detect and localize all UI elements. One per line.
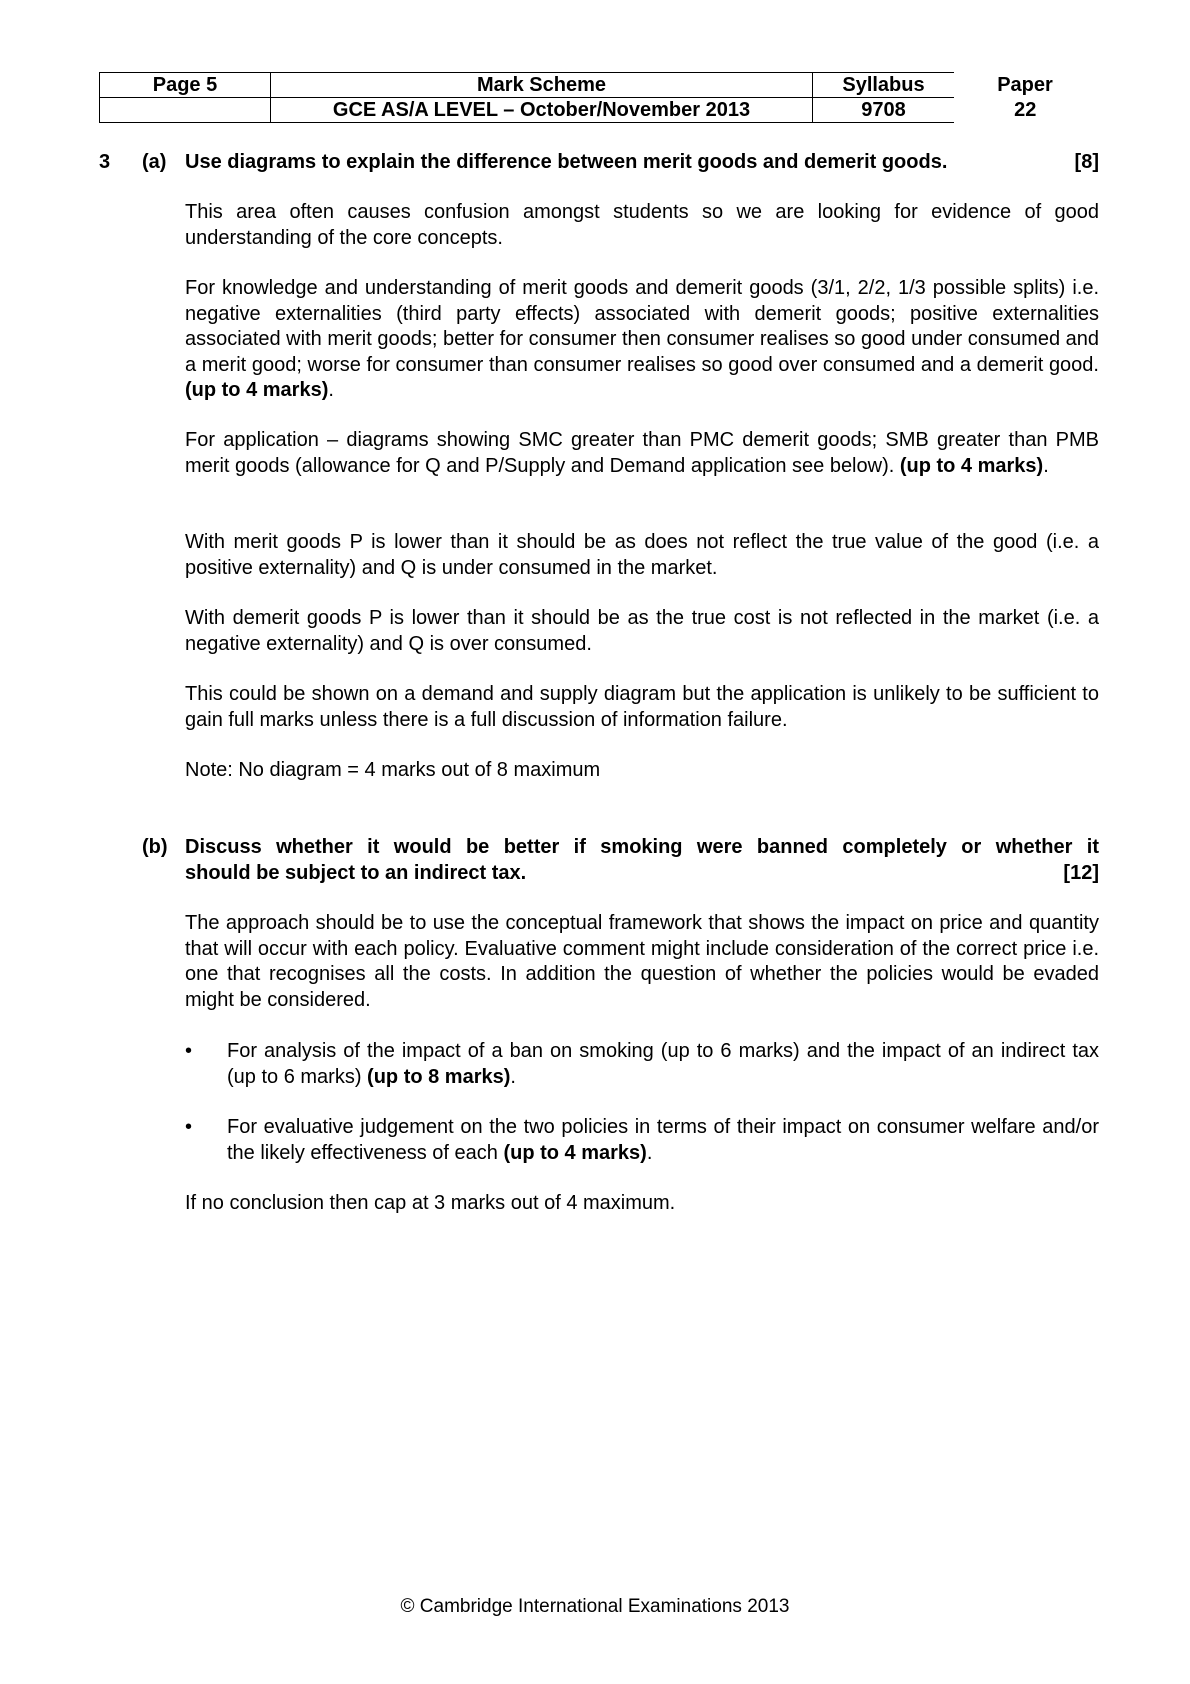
marks-note: (up to 4 marks)	[185, 379, 329, 401]
exam-session: GCE AS/A LEVEL – October/November 2013	[271, 98, 813, 123]
marks-note: (up to 4 marks)	[899, 454, 1044, 477]
part-a-paragraph-6: This could be shown on a demand and supply diagram but the application is unlikely to be sufficient to gain full marks unless there is a full discussion of information failure.	[185, 683, 1099, 731]
header-table	[99, 72, 1097, 123]
marks-note: (up to 8 marks)	[367, 1065, 511, 1088]
part-b-question-line-1: Discuss whether it would be better if smoking were banned completely or whether it	[185, 836, 1099, 858]
part-a-paragraph-4: With merit goods P is lower than it should be as does not reflect the true value of the good (i.e. a positive externality) and Q is under consumed in the market.	[185, 531, 1099, 579]
part-b-marks: [12]	[1063, 862, 1099, 884]
empty-cell	[100, 98, 271, 123]
part-a-label: (a)	[142, 151, 167, 173]
part-a-paragraph-3: For application – diagrams showing SMC greater than PMC demerit goods; SMB greater than PMB merit goods (allowance for Q and P/Supply and Demand application see below). (up to 4 marks).	[185, 429, 1099, 477]
part-a-note: Note: No diagram = 4 marks out of 8 maximum	[185, 759, 601, 781]
part-a-question: Use diagrams to explain the difference between merit goods and demerit goods.	[185, 151, 948, 173]
part-a-paragraph-5: With demerit goods P is lower than it should be as the true cost is not reflected in the market (i.e. a negative externality) and Q is over consumed.	[185, 607, 1099, 655]
bullet-marker: •	[185, 1116, 193, 1138]
page-number: Page 5	[100, 73, 271, 98]
paper-number: 22	[1014, 99, 1037, 121]
part-b-label: (b)	[142, 836, 168, 858]
part-b-conclusion: If no conclusion then cap at 3 marks out of 4 maximum.	[185, 1192, 676, 1214]
syllabus-label: Syllabus	[813, 73, 955, 98]
paper-label: Paper	[997, 74, 1053, 96]
part-b-paragraph-1: The approach should be to use the conceptual framework that shows the impact on price and quantity that will occur with each policy. Evaluative comment might include consideration of the correct price i.e. one that recognises all the costs. In addition the question of whether the policies would be evaded might be considered.	[185, 912, 1099, 1011]
part-a-paragraph-2: For knowledge and understanding of merit goods and demerit goods (3/1, 2/2, 1/3 possible splits) i.e. negative externalities (third party effects) associated with demerit goods; positive externalities associated with merit goods; better for consumer then consumer realises so good under consumed and a merit good; worse for consumer than consumer realises so good over consumed and a demerit good. (up to 4 marks).	[185, 277, 1099, 401]
part-a-marks: [8]	[1074, 151, 1099, 173]
bullet-item: For analysis of the impact of a ban on smoking (up to 6 marks) and the impact of an indirect tax (up to 6 marks) (up to 8 marks).	[227, 1040, 1099, 1088]
syllabus-code: 9708	[813, 98, 955, 123]
part-a-paragraph-1: This area often causes confusion amongst students so we are looking for evidence of good understanding of the core concepts.	[185, 201, 1099, 249]
part-b-question-line-2: should be subject to an indirect tax.	[185, 862, 527, 884]
document-title: Mark Scheme	[271, 73, 813, 98]
bullet-marker: •	[185, 1040, 193, 1062]
copyright-footer: © Cambridge International Examinations 2013	[400, 1596, 790, 1617]
marks-note: (up to 4 marks)	[503, 1141, 647, 1164]
bullet-item: For evaluative judgement on the two policies in terms of their impact on consumer welfare and/or the likely effectiveness of each (up to 4 marks).	[227, 1116, 1099, 1164]
question-number: 3	[99, 151, 111, 173]
